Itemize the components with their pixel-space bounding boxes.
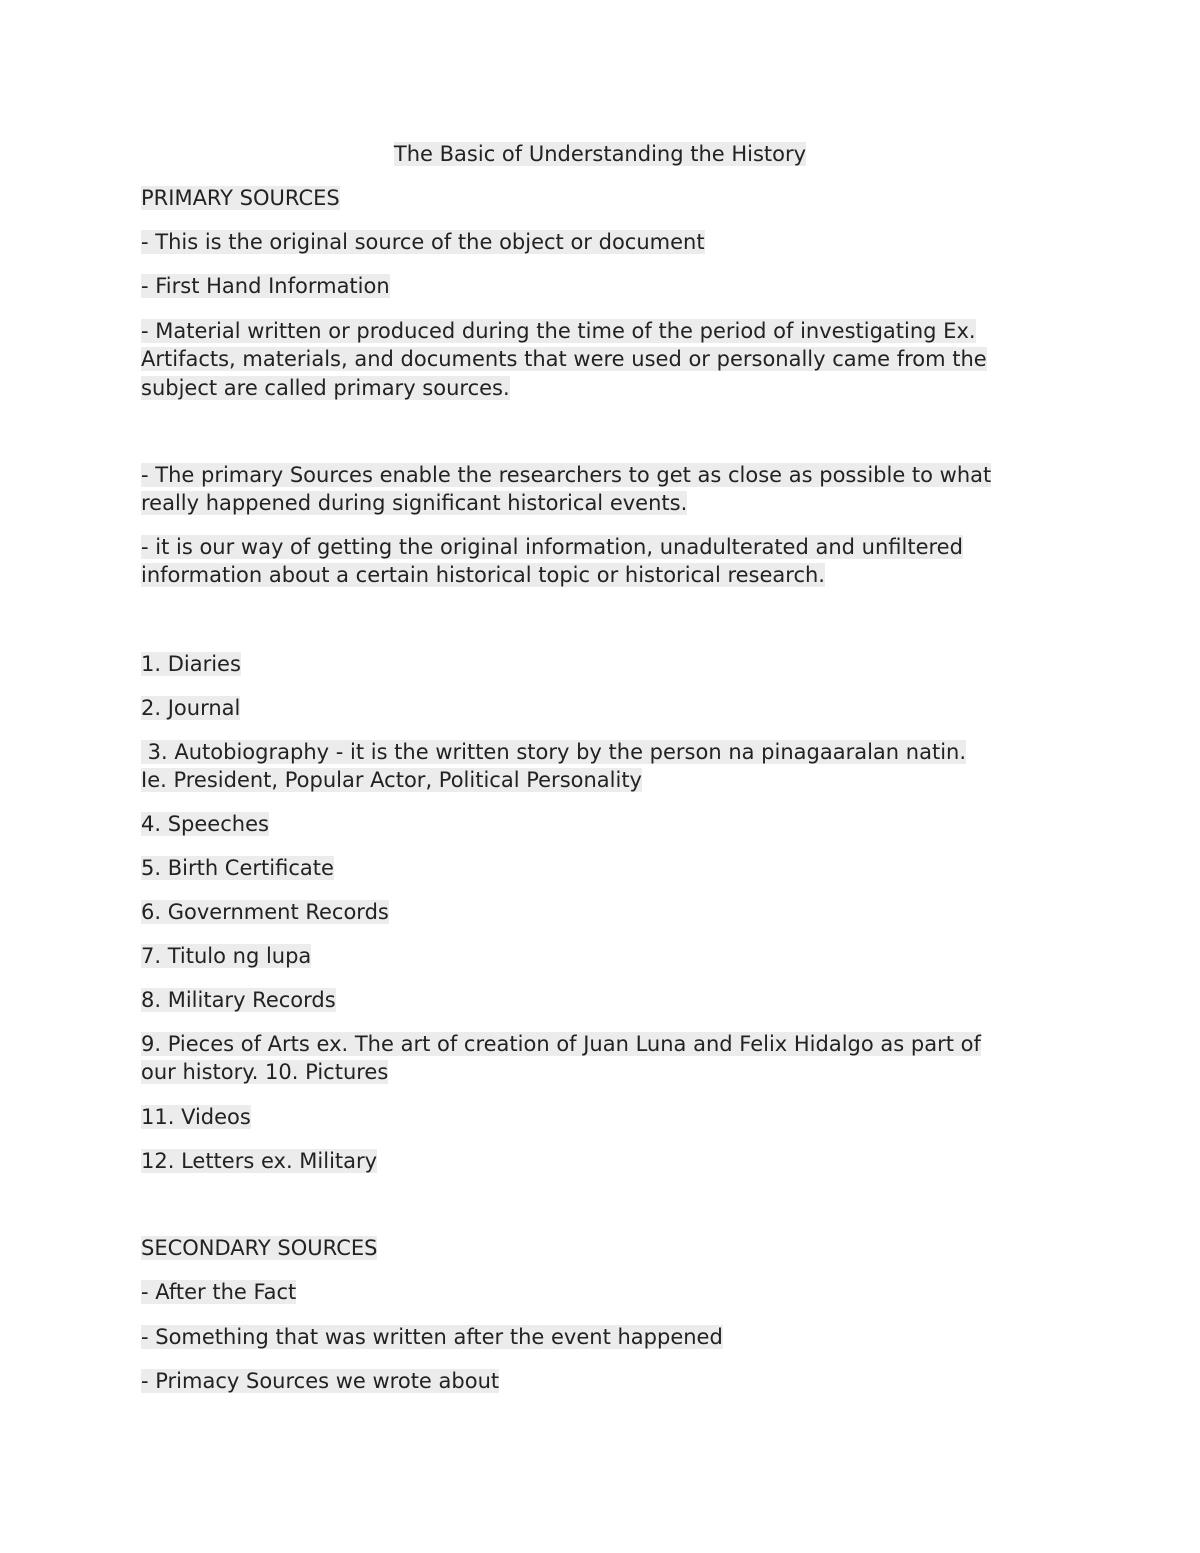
primary-material-line: - Material written or produced during the time of the period of investigating Ex. [141, 319, 976, 343]
primary-material-line: Artifacts, materials, and documents that were used or personally came from the [141, 347, 987, 371]
primary-way-line: - it is our way of getting the original information, unadulterated and unfiltered [141, 535, 963, 559]
primary-enable-line: - The primary Sources enable the researchers to get as close as possible to what [141, 463, 992, 487]
primary-way-line: information about a certain historical topic or historical research. [141, 563, 825, 587]
secondary-point: - After the Fact [141, 1280, 297, 1304]
primary-point: - First Hand Information [141, 274, 390, 298]
list-item: 5. Birth Certificate [141, 856, 334, 880]
list-item: 6. Government Records [141, 900, 389, 924]
list-item: 8. Military Records [141, 988, 336, 1012]
primary-material-line: subject are called primary sources. [141, 376, 510, 400]
list-item: 4. Speeches [141, 812, 269, 836]
list-item: 1. Diaries [141, 652, 241, 676]
list-item: 11. Videos [141, 1105, 251, 1129]
secondary-point: - Something that was written after the event happened [141, 1325, 723, 1349]
list-item: 9. Pieces of Arts ex. The art of creation of Juan Luna and Felix Hidalgo as part of [141, 1032, 981, 1056]
list-item: Ie. President, Popular Actor, Political Personality [141, 768, 642, 792]
primary-point: - This is the original source of the object or document [141, 230, 705, 254]
primary-sources-heading: PRIMARY SOURCES [141, 186, 340, 210]
list-item: our history. 10. Pictures [141, 1060, 389, 1084]
list-item: 7. Titulo ng lupa [141, 944, 312, 968]
list-item: 12. Letters ex. Military [141, 1149, 378, 1173]
list-item: 2. Journal [141, 696, 241, 720]
secondary-sources-heading: SECONDARY SOURCES [141, 1236, 378, 1260]
document-title: The Basic of Understanding the History [393, 142, 807, 166]
primary-enable-line: really happened during significant historical events. [141, 491, 688, 515]
list-item: 3. Autobiography - it is the written story by the person na pinagaaralan natin. [141, 740, 967, 764]
secondary-point: - Primacy Sources we wrote about [141, 1369, 500, 1393]
